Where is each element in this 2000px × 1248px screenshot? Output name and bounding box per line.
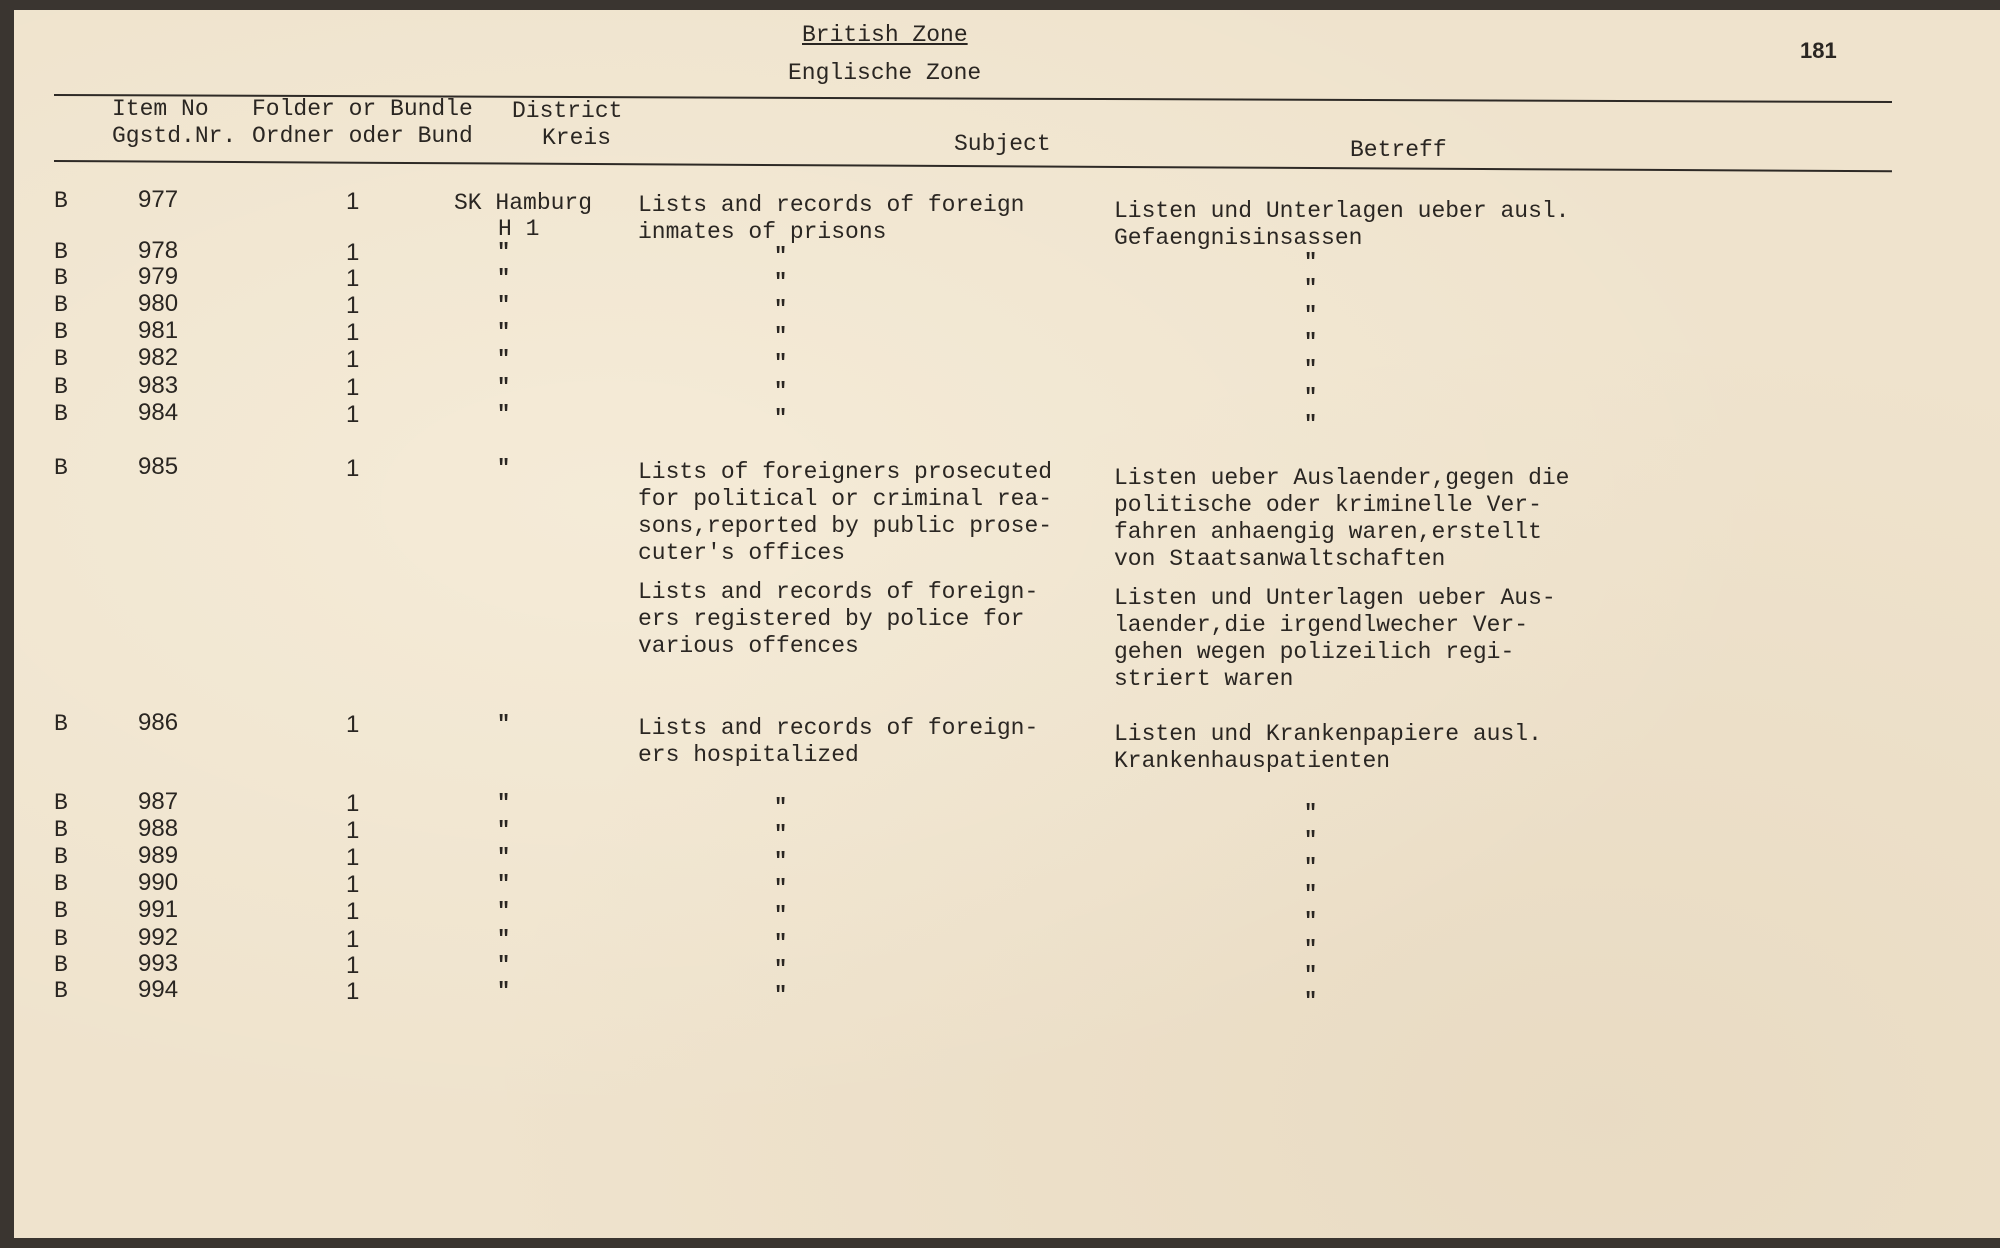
row-item-number: 990 [138, 869, 179, 896]
header-rule-bottom [54, 160, 1892, 172]
row-subject-ditto: " [774, 324, 788, 349]
row-subject-ditto: " [774, 351, 788, 376]
row-folder-count: 1 [346, 346, 360, 373]
row-series: B [54, 898, 68, 924]
row-subject-ditto: " [774, 406, 788, 431]
row-betreff: Listen und Unterlagen ueber ausl. Gefaengnisinsassen [1114, 198, 1570, 251]
row-item-number: 994 [138, 976, 179, 1003]
row-series: B [54, 346, 68, 372]
row-betreff-ditto: " [1304, 937, 1318, 962]
row-district-ditto: " [497, 953, 511, 978]
row-item-number: 982 [138, 344, 179, 371]
row-district-ditto: " [497, 845, 511, 870]
row-betreff-ditto: " [1304, 250, 1318, 275]
row-item-number: 988 [138, 815, 179, 842]
row-district-ditto: " [497, 293, 511, 318]
row-item-number: 986 [138, 709, 179, 736]
row-folder-count: 1 [346, 455, 360, 482]
row-district-ditto: " [497, 375, 511, 400]
row-item-number: 991 [138, 896, 179, 923]
row-district-ditto: " [497, 818, 511, 843]
row-series: B [54, 926, 68, 952]
row-betreff-ditto: " [1304, 303, 1318, 328]
row-district-ditto: " [497, 979, 511, 1004]
zone-title-en: British Zone [802, 22, 968, 48]
row-item-number: 992 [138, 924, 179, 951]
row-item-number: 985 [138, 453, 179, 480]
row-series: B [54, 844, 68, 870]
row-series: B [54, 711, 68, 737]
row-item-number: 984 [138, 399, 179, 426]
row-series: B [54, 319, 68, 345]
row-betreff: Listen ueber Auslaender,gegen die politische oder kriminelle Ver- fahren anhaengig waren,erstellt von Staatsanwaltschaften [1114, 465, 1570, 572]
row-item-number: 979 [138, 263, 179, 290]
row-district-ditto: " [497, 927, 511, 952]
row-district-ditto: " [497, 456, 511, 481]
row-subject-ditto: " [774, 379, 788, 404]
row-betreff-ditto: " [1304, 801, 1318, 826]
row-subject-ditto: " [774, 983, 788, 1008]
row-item-number: 981 [138, 317, 179, 344]
row-series: B [54, 239, 68, 265]
row-series: B [54, 871, 68, 897]
row-subject-secondary: Lists and records of foreign- ers registered by police for various offences [638, 579, 1039, 659]
row-subject: Lists and records of foreign inmates of prisons [638, 192, 1025, 245]
row-district-ditto: " [497, 712, 511, 737]
row-betreff-ditto: " [1304, 276, 1318, 301]
row-folder-count: 1 [346, 790, 360, 817]
row-district-ditto: " [497, 347, 511, 372]
row-series: B [54, 265, 68, 291]
row-series: B [54, 401, 68, 427]
row-betreff-ditto: " [1304, 882, 1318, 907]
row-district-ditto: " [497, 240, 511, 265]
row-subject-ditto: " [774, 822, 788, 847]
row-betreff-ditto: " [1304, 357, 1318, 382]
row-series: B [54, 817, 68, 843]
col-district-en: District [512, 98, 623, 124]
row-series: B [54, 952, 68, 978]
row-folder-count: 1 [346, 319, 360, 346]
row-folder-count: 1 [346, 817, 360, 844]
row-subject-ditto: " [774, 270, 788, 295]
row-folder-count: 1 [346, 952, 360, 979]
row-subject-ditto: " [774, 876, 788, 901]
row-folder-count: 1 [346, 401, 360, 428]
page-number: 181 [1800, 38, 1837, 63]
row-folder-count: 1 [346, 374, 360, 401]
row-subject-ditto: " [774, 931, 788, 956]
row-betreff-ditto: " [1304, 412, 1318, 437]
row-subject: Lists of foreigners prosecuted for political or criminal rea- sons,reported by public prose- cuter's offices [638, 459, 1053, 566]
row-folder-count: 1 [346, 926, 360, 953]
row-folder-count: 1 [346, 265, 360, 292]
row-subject-ditto: " [774, 903, 788, 928]
row-district-ditto: " [497, 266, 511, 291]
col-folder-en: Folder or Bundle [252, 96, 473, 122]
zone-title-de: Englische Zone [788, 60, 982, 86]
row-folder-count: 1 [346, 898, 360, 925]
row-item-number: 989 [138, 842, 179, 869]
row-item-number: 987 [138, 788, 179, 815]
col-subject: Subject [954, 131, 1051, 157]
row-subject-ditto: " [774, 849, 788, 874]
row-series: B [54, 292, 68, 318]
row-series: B [54, 790, 68, 816]
row-betreff-ditto: " [1304, 855, 1318, 880]
col-item-de: Ggstd.Nr. [112, 123, 237, 149]
row-folder-count: 1 [346, 239, 360, 266]
row-item-number: 978 [138, 237, 179, 264]
row-folder-count: 1 [346, 871, 360, 898]
row-subject-ditto: " [774, 297, 788, 322]
row-district-ditto: " [497, 899, 511, 924]
row-district: SK Hamburg [454, 190, 593, 216]
row-folder-count: 1 [346, 292, 360, 319]
col-betreff: Betreff [1350, 137, 1447, 163]
document-page [14, 10, 2000, 1238]
row-series: B [54, 978, 68, 1004]
row-subject-ditto: " [774, 957, 788, 982]
row-betreff-secondary: Listen und Unterlagen ueber Aus- laender,die irgendlwecher Ver- gehen wegen polizeilich regi- striert waren [1114, 585, 1556, 692]
row-item-number: 977 [138, 186, 179, 213]
row-subject: Lists and records of foreign- ers hospitalized [638, 715, 1039, 768]
row-item-number: 980 [138, 290, 179, 317]
row-folder-count: 1 [346, 711, 360, 738]
row-betreff-ditto: " [1304, 828, 1318, 853]
col-item-en: Item No [112, 96, 209, 122]
row-series: B [54, 455, 68, 481]
row-betreff-ditto: " [1304, 909, 1318, 934]
row-subject-ditto: " [774, 244, 788, 269]
row-betreff: Listen und Krankenpapiere ausl. Krankenhauspatienten [1114, 721, 1542, 774]
row-folder-count: 1 [346, 188, 360, 215]
row-series: B [54, 374, 68, 400]
row-betreff-ditto: " [1304, 989, 1318, 1014]
row-folder-count: 1 [346, 844, 360, 871]
col-folder-de: Ordner oder Bund [252, 123, 473, 149]
row-subject-ditto: " [774, 795, 788, 820]
row-betreff-ditto: " [1304, 963, 1318, 988]
row-item-number: 983 [138, 372, 179, 399]
row-betreff-ditto: " [1304, 385, 1318, 410]
row-district-ditto: " [497, 791, 511, 816]
row-betreff-ditto: " [1304, 330, 1318, 355]
row-district-ditto: " [497, 320, 511, 345]
row-district-ditto: " [497, 872, 511, 897]
col-district-de: Kreis [542, 125, 612, 151]
row-series: B [54, 188, 68, 214]
row-folder-count: 1 [346, 978, 360, 1005]
row-item-number: 993 [138, 950, 179, 977]
row-district-code: H 1 [498, 216, 540, 242]
row-district-ditto: " [497, 402, 511, 427]
